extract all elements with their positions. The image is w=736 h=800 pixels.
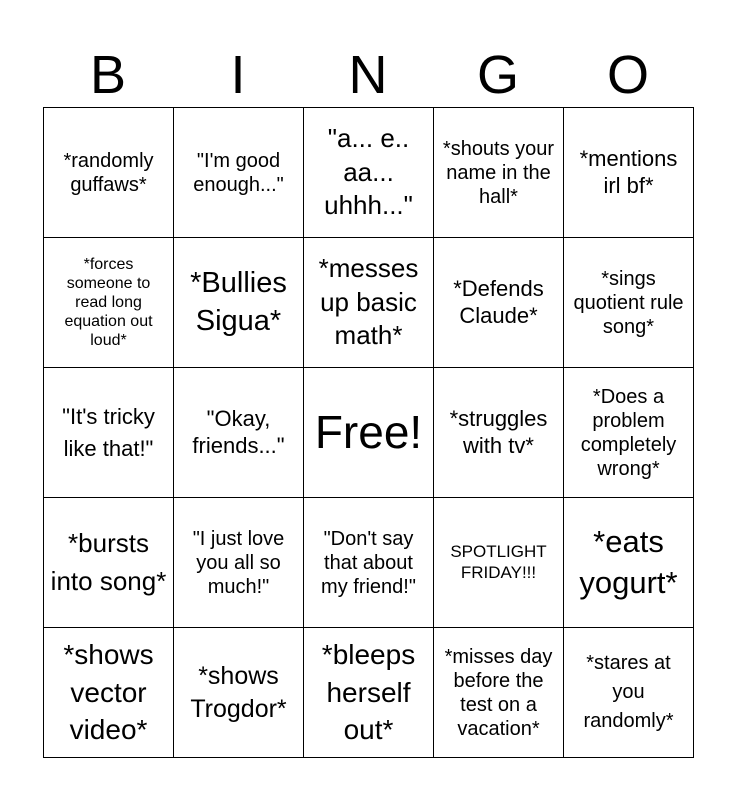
bingo-cell[interactable]: *struggles with tv* bbox=[434, 368, 564, 498]
bingo-cell[interactable]: *Bullies Sigua* bbox=[174, 238, 304, 368]
bingo-cell[interactable]: *shows vector video* bbox=[44, 628, 174, 758]
bingo-cell[interactable]: *Does a problem completely wrong* bbox=[564, 368, 694, 498]
bingo-board bbox=[43, 107, 694, 758]
bingo-cell[interactable]: *stares at you randomly* bbox=[564, 628, 694, 758]
bingo-cell-free[interactable]: Free! bbox=[304, 368, 434, 498]
bingo-header bbox=[43, 42, 693, 108]
bingo-cell[interactable]: "Okay, friends..." bbox=[174, 368, 304, 498]
bingo-cell[interactable]: "It's tricky like that!" bbox=[44, 368, 174, 498]
header-letter-b: B bbox=[89, 45, 127, 105]
header-letter-i: I bbox=[230, 45, 246, 105]
bingo-cell[interactable]: *bursts into song* bbox=[44, 498, 174, 628]
header-letter-g: G bbox=[476, 45, 519, 105]
bingo-cell[interactable]: *Defends Claude* bbox=[434, 238, 564, 368]
bingo-cell[interactable]: "a... e.. aa... uhhh..." bbox=[304, 108, 434, 238]
bingo-cell[interactable]: *sings quotient rule song* bbox=[564, 238, 694, 368]
bingo-cell[interactable]: *shows Trogdor* bbox=[174, 628, 304, 758]
bingo-cell[interactable]: *shouts your name in the hall* bbox=[434, 108, 564, 238]
bingo-cell[interactable]: *mentions irl bf* bbox=[564, 108, 694, 238]
bingo-cell[interactable]: *bleeps herself out* bbox=[304, 628, 434, 758]
bingo-cell[interactable]: *messes up basic math* bbox=[304, 238, 434, 368]
bingo-cell[interactable]: "Don't say that about my friend!" bbox=[304, 498, 434, 628]
bingo-cell[interactable]: "I just love you all so much!" bbox=[174, 498, 304, 628]
bingo-cell[interactable]: "I'm good enough..." bbox=[174, 108, 304, 238]
bingo-cell[interactable]: SPOTLIGHT FRIDAY!!! bbox=[434, 498, 564, 628]
bingo-cell[interactable]: *misses day before the test on a vacation* bbox=[434, 628, 564, 758]
bingo-cell[interactable]: *forces someone to read long equation out loud* bbox=[44, 238, 174, 368]
header-letter-n: N bbox=[348, 45, 388, 105]
header-letter-o: O bbox=[606, 45, 649, 105]
bingo-cell[interactable]: *randomly guffaws* bbox=[44, 108, 174, 238]
bingo-cell[interactable]: *eats yogurt* bbox=[564, 498, 694, 628]
